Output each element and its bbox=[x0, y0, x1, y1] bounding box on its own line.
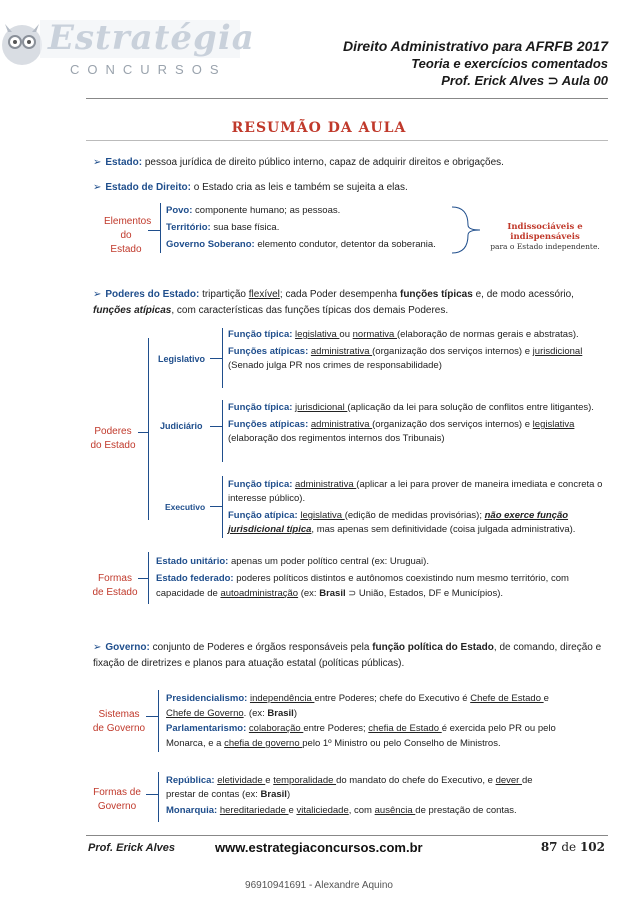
header-course: Direito Administrativo para AFRFB 2017 bbox=[342, 38, 608, 54]
footer-author: Prof. Erick Alves bbox=[88, 842, 176, 854]
sistemas-label: Sistemas de Governo bbox=[92, 709, 146, 734]
judiciario-brace bbox=[222, 400, 223, 462]
governo-soberano-val: elemento condutor, detentor da soberania. bbox=[254, 239, 436, 250]
poderes-label: Poderes do Estado: bbox=[105, 289, 200, 300]
mon-u2: vitaliciedade bbox=[296, 805, 349, 816]
mon-d: de prestação de contas. bbox=[415, 805, 517, 816]
exe-a-key: Função atípica: bbox=[228, 510, 298, 521]
territorio-val: sua base física. bbox=[210, 222, 280, 233]
jud-t-a: jurisdicional bbox=[295, 402, 348, 413]
povo-key: Povo: bbox=[166, 205, 193, 216]
arrow-bullet-icon: ➢ bbox=[93, 642, 102, 653]
exe-a-a: legislativa bbox=[300, 510, 345, 521]
footer-site-link[interactable]: www.estrategiaconcursos.com.br bbox=[215, 840, 423, 855]
executivo-label: Executivo bbox=[165, 502, 206, 512]
sistemas-brace bbox=[158, 690, 159, 752]
pres-key: Presidencialismo: bbox=[166, 693, 248, 704]
estado-bullet bbox=[93, 155, 613, 171]
formas-governo-list bbox=[166, 774, 548, 818]
pres-brasil: Brasil bbox=[267, 708, 294, 719]
page-current: 87 bbox=[540, 840, 558, 854]
governo-soberano-key: Governo Soberano: bbox=[166, 239, 255, 250]
parlamentarismo bbox=[166, 721, 571, 751]
jud-a-d: (elaboração dos regimentos internos dos Tribunais) bbox=[228, 433, 445, 444]
judiciario-label: Judiciário bbox=[160, 421, 203, 431]
poderes-brace bbox=[148, 338, 149, 520]
watermark: 96910941691 - Alexandre Aquino bbox=[245, 880, 393, 891]
unitario-key: Estado unitário: bbox=[156, 556, 229, 567]
pres-d: . (ex: bbox=[243, 708, 268, 719]
pres-b: entre Poderes; chefe do Executivo é bbox=[314, 693, 471, 704]
executivo-connector bbox=[210, 506, 222, 507]
formas-estado-list bbox=[156, 554, 596, 601]
poderes-diagram-label: Poderes do Estado bbox=[90, 426, 136, 451]
formas-governo-label: Formas de Governo bbox=[93, 787, 141, 812]
judiciario-tipica bbox=[228, 401, 610, 415]
note-title: Indissociáveis e indispensáveis bbox=[507, 222, 583, 242]
governo-bold: função política do Estado bbox=[372, 642, 494, 653]
federado-val: poderes políticos distintos e autônomos coexistindo num mesmo território, com capacidade de bbox=[156, 573, 569, 599]
header-aula: Aula 00 bbox=[558, 73, 608, 88]
poderes-t3: e, de modo acessório, bbox=[472, 289, 574, 300]
page-total: 102 bbox=[579, 840, 605, 854]
title-divider bbox=[86, 140, 608, 141]
executivo-atipica bbox=[228, 509, 610, 537]
federado-key: Estado federado: bbox=[156, 573, 234, 584]
rep-u3: dever bbox=[495, 775, 522, 786]
executivo-brace bbox=[222, 476, 223, 538]
povo-val: componente humano; as pessoas. bbox=[192, 205, 341, 216]
page-de: de bbox=[557, 840, 580, 854]
exe-t-key: Função típica: bbox=[228, 479, 293, 490]
governo-t2: , de comando, direção e fixação de diretrizes e planos para atuação estatal (políticas públicas). bbox=[93, 642, 602, 669]
legislativo-tipica bbox=[228, 328, 610, 342]
formas-estado-label: Formas de Estado bbox=[92, 573, 138, 598]
pres-u1: independência bbox=[249, 693, 315, 704]
formas-governo-brace bbox=[158, 772, 159, 822]
leg-t-b: ou bbox=[339, 329, 353, 340]
header-author-line bbox=[343, 72, 608, 89]
rep-brasil: Brasil bbox=[260, 789, 287, 800]
open-bracket-icon: ⊃ bbox=[547, 73, 559, 88]
judiciario-atipicas bbox=[228, 418, 610, 446]
republica bbox=[166, 774, 548, 802]
leg-t-d: (elaboração de normas gerais e abstratas). bbox=[396, 329, 579, 340]
poderes-t1: tripartição bbox=[199, 289, 249, 300]
exe-t-b: (aplicar a lei para prover de maneira imediata e concreta o interesse público). bbox=[228, 479, 603, 504]
header-subtitle: Teoria e exercícios comentados bbox=[411, 56, 608, 71]
mon-u1: hereditariedade bbox=[219, 805, 289, 816]
formas-estado-brace bbox=[148, 552, 149, 604]
poderes-connector bbox=[138, 432, 148, 433]
estado-direito-bullet bbox=[93, 180, 613, 196]
pres-u3: Chefe de Governo bbox=[166, 708, 244, 719]
logo-wordmark: Estratégia bbox=[48, 18, 255, 58]
mon-key: Monarquia: bbox=[166, 805, 218, 816]
parl-b: entre Poderes; bbox=[303, 723, 369, 734]
rep-b: e bbox=[265, 775, 274, 786]
poderes-funcoes-atipicas: funções atípicas bbox=[93, 305, 172, 316]
leg-a-d: (Senado julga PR nos crimes de responsabilidade) bbox=[228, 360, 442, 371]
sistemas-connector bbox=[146, 716, 158, 717]
poderes-t2: ; cada Poder desempenha bbox=[279, 289, 400, 300]
territorio-key: Território: bbox=[166, 222, 211, 233]
elementos-list bbox=[166, 204, 466, 252]
rep-e: ) bbox=[286, 789, 291, 800]
leg-t-key: Função típica: bbox=[228, 329, 293, 340]
leg-t-a: legislativa bbox=[295, 329, 340, 340]
legislativo-funcoes bbox=[228, 328, 610, 373]
rep-d: de prestar de contas (ex: bbox=[166, 775, 533, 800]
estado-text: pessoa jurídica de direito público interno, capaz de adquirir direitos e obrigações. bbox=[142, 157, 504, 168]
poderes-bullet bbox=[93, 287, 615, 319]
estado-federado bbox=[156, 571, 596, 601]
presidencialismo bbox=[166, 691, 571, 721]
parl-u2: chefia de Estado bbox=[368, 723, 442, 734]
estado-direito-text: o Estado cria as leis e também se sujeita a elas. bbox=[190, 182, 408, 193]
exe-a-b: (edição de medidas provisórias); bbox=[344, 510, 485, 521]
pres-c: e bbox=[543, 693, 549, 704]
jud-t-key: Função típica: bbox=[228, 402, 293, 413]
jud-a-c: legislativa bbox=[532, 419, 575, 430]
legislativo-connector bbox=[210, 358, 222, 359]
governo-bullet bbox=[93, 640, 615, 672]
governo-t1: conjunto de Poderes e órgãos responsáveis pela bbox=[149, 642, 373, 653]
jud-a-b: (organização dos serviços internos) e bbox=[372, 419, 533, 430]
arrow-bullet-icon: ➢ bbox=[93, 182, 102, 193]
pres-u2: Chefe de Estado bbox=[470, 693, 544, 704]
legislativo-label: Legislativo bbox=[158, 354, 206, 364]
rep-key: República: bbox=[166, 775, 215, 786]
rep-u1: eletividade bbox=[217, 775, 266, 786]
elemento-povo bbox=[166, 204, 466, 218]
rep-u2: temporalidade bbox=[273, 775, 337, 786]
estado-direito-label: Estado de Direito: bbox=[105, 182, 191, 193]
federado-end1: (ex: bbox=[298, 588, 320, 599]
page-title: RESUMÃO DA AULA bbox=[231, 120, 407, 136]
header-author: Prof. Erick Alves bbox=[441, 73, 548, 88]
formas-estado-connector bbox=[138, 578, 148, 579]
judiciario-connector bbox=[210, 426, 222, 427]
rep-c: do mandato do chefe do Executivo, e bbox=[336, 775, 496, 786]
leg-t-c: normativa bbox=[352, 329, 397, 340]
pres-e: ) bbox=[293, 708, 297, 719]
parl-u3: chefia de governo bbox=[224, 738, 303, 749]
note-text: para o Estado independente. bbox=[490, 242, 600, 251]
parl-key: Parlamentarismo: bbox=[166, 723, 247, 734]
jud-a-key: Funções atípicas: bbox=[228, 419, 309, 430]
arrow-bullet-icon: ➢ bbox=[93, 289, 102, 300]
federado-end2: União, Estados, DF e Municípios). bbox=[356, 588, 504, 599]
elementos-label: Elementos do Estado bbox=[104, 216, 152, 255]
open-bracket-icon: ⊃ bbox=[348, 588, 357, 599]
jud-a-a: administrativa bbox=[310, 419, 373, 430]
monarquia bbox=[166, 804, 548, 818]
exe-t-a: administrativa bbox=[295, 479, 357, 490]
elemento-territorio bbox=[166, 221, 466, 235]
elementos-note bbox=[480, 222, 610, 251]
elemento-governo-soberano bbox=[166, 238, 466, 252]
leg-a-c: jurisdicional bbox=[532, 346, 583, 357]
federado-brasil: Brasil bbox=[319, 588, 346, 599]
unitario-val: apenas um poder político central (ex: Uruguai). bbox=[228, 556, 429, 567]
jud-t-b: (aplicação da lei para solução de conflitos entre litigantes). bbox=[347, 402, 594, 413]
legislativo-atipicas bbox=[228, 345, 610, 373]
executivo-tipica bbox=[228, 478, 610, 506]
leg-a-key: Funções atípicas: bbox=[228, 346, 309, 357]
estado-label: Estado: bbox=[105, 157, 143, 168]
poderes-t4: , com características das funções típicas dos demais Poderes. bbox=[171, 305, 449, 316]
judiciario-funcoes bbox=[228, 401, 610, 446]
arrow-bullet-icon: ➢ bbox=[93, 157, 102, 168]
poderes-flexivel: flexível bbox=[248, 289, 280, 300]
formas-governo-connector bbox=[146, 794, 158, 795]
footer-page-number bbox=[541, 840, 605, 854]
exe-a-c: não exerce função jurisdicional típica bbox=[228, 510, 569, 535]
parl-u1: colaboração bbox=[248, 723, 304, 734]
poderes-funcoes-tipicas: funções típicas bbox=[399, 289, 473, 300]
leg-a-b: (organização dos serviços internos) e bbox=[372, 346, 533, 357]
page-header bbox=[343, 38, 608, 89]
footer-divider bbox=[86, 835, 608, 836]
executivo-funcoes bbox=[228, 478, 610, 537]
header-divider bbox=[86, 98, 608, 99]
leg-a-a: administrativa bbox=[310, 346, 373, 357]
elementos-connector bbox=[148, 230, 160, 231]
federado-u: autoadministração bbox=[220, 588, 299, 599]
mon-b: e bbox=[288, 805, 297, 816]
elementos-brace bbox=[160, 203, 161, 253]
parl-c: é exercida pelo PR ou pelo Monarca, e a bbox=[166, 723, 556, 749]
mon-u3: ausência bbox=[374, 805, 416, 816]
governo-label: Governo: bbox=[105, 642, 150, 653]
legislativo-brace bbox=[222, 328, 223, 388]
sistemas-list bbox=[166, 691, 571, 751]
estado-unitario bbox=[156, 554, 596, 569]
logo-subtitle: CONCURSOS bbox=[70, 62, 227, 77]
mon-c: , com bbox=[348, 805, 375, 816]
parl-d: pelo 1º Ministro ou pelo Conselho de Ministros. bbox=[302, 738, 501, 749]
exe-a-d: , mas apenas sem definitividade (coisa julgada administrativa). bbox=[311, 524, 576, 535]
